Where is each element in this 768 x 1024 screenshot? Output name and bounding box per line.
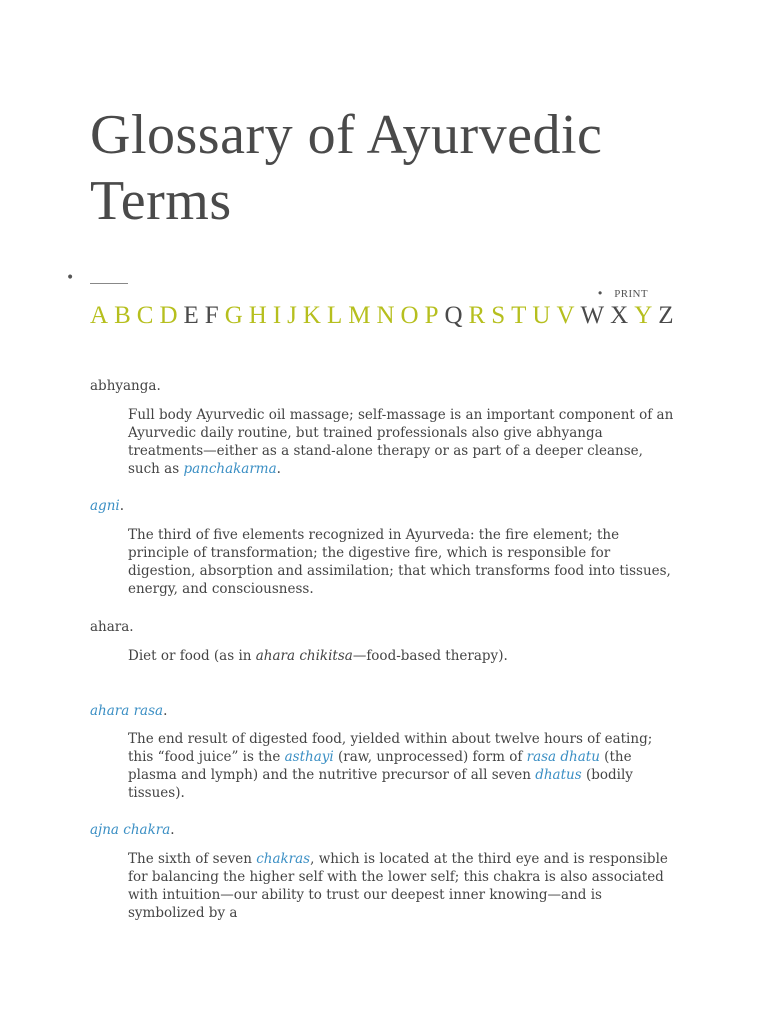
term-ahara-rasa[interactable]	[90, 703, 167, 719]
title-line-1: Glossary of Ayurvedic	[90, 104, 603, 166]
letter-s[interactable]: S	[491, 302, 506, 329]
letter-z: Z	[658, 302, 674, 329]
link-dhatus[interactable]: dhatus	[535, 767, 582, 783]
letter-e: E	[183, 302, 199, 329]
letter-m[interactable]: M	[348, 302, 371, 329]
letter-b[interactable]: B	[114, 302, 131, 329]
letter-p[interactable]: P	[424, 302, 439, 329]
term-label[interactable]: agni	[90, 498, 120, 514]
letter-f: F	[204, 302, 219, 329]
definition-text: The sixth of seven	[128, 851, 257, 867]
definition-emphasis: ahara chikitsa	[255, 648, 353, 664]
letter-a[interactable]: A	[90, 302, 109, 329]
term-label: ahara	[90, 619, 130, 635]
letter-o[interactable]: O	[400, 302, 419, 329]
definition-text: —food-based therapy).	[352, 648, 508, 664]
term-period: .	[170, 822, 175, 838]
letter-g[interactable]: G	[224, 302, 243, 329]
letter-u[interactable]: U	[532, 302, 551, 329]
link-chakras[interactable]: chakras	[256, 851, 311, 867]
term-period: .	[156, 378, 161, 394]
definition-ajna-chakra	[128, 850, 676, 922]
definition-text: Diet or food (as in	[128, 648, 256, 664]
divider	[90, 283, 128, 284]
letter-n[interactable]: N	[376, 302, 395, 329]
definition-text: The third of five elements recognized in Ayurveda: the fire element; the principle of transformation; the digestive fire, which is responsible for digestion, absorption and assimilation; that which transforms food into tissues, energy, and consciousness.	[128, 527, 671, 597]
bullet-icon: •	[598, 286, 603, 300]
letter-y[interactable]: Y	[634, 302, 653, 329]
letter-t[interactable]: T	[511, 302, 527, 329]
definition-ahara	[128, 647, 676, 665]
term-period: .	[119, 498, 124, 514]
print-link[interactable]: PRINT	[614, 288, 648, 300]
title-line-2: Terms	[90, 170, 232, 232]
term-abhyanga	[90, 378, 161, 394]
definition-text: Full body Ayurvedic oil massage; self-massage is an important component of an Ayurvedic daily routine, but trained professionals also give abhyanga treatments—either as a stand-alone therapy or as part of a deeper cleanse, such as	[128, 407, 674, 477]
letter-q: Q	[444, 302, 463, 329]
page-title	[90, 102, 602, 234]
term-label: abhyanga	[90, 378, 157, 394]
term-ahara	[90, 619, 134, 635]
letter-w: W	[580, 302, 605, 329]
letter-h[interactable]: H	[248, 302, 267, 329]
term-period: .	[129, 619, 134, 635]
alphabet-nav	[90, 302, 680, 330]
definition-text: (bodily tissues).	[128, 767, 633, 801]
link-panchakarma[interactable]: panchakarma	[183, 461, 277, 477]
definition-agni	[128, 526, 676, 598]
term-period: .	[163, 703, 168, 719]
definition-text: (the plasma and lymph) and the nutritive precursor of all seven	[128, 749, 632, 783]
definition-text: .	[276, 461, 281, 477]
link-asthayi[interactable]: asthayi	[284, 749, 334, 765]
letter-l[interactable]: L	[326, 302, 343, 329]
print-control[interactable]	[598, 286, 648, 300]
term-agni[interactable]	[90, 498, 124, 514]
letter-c[interactable]: C	[136, 302, 154, 329]
definition-text: , which is located at the third eye and is responsible for balancing the higher self with the lower self; this chakra is also associated with intuition—our ability to trust our deepest inner knowing—and is symbolized by a	[128, 851, 668, 921]
letter-x: X	[610, 302, 629, 329]
term-label[interactable]: ahara rasa	[90, 703, 164, 719]
letter-k[interactable]: K	[302, 302, 321, 329]
letter-j[interactable]: J	[287, 302, 297, 329]
link-rasa-dhatu[interactable]: rasa dhatu	[526, 749, 600, 765]
definition-text: (raw, unprocessed) form of	[333, 749, 527, 765]
bullet-icon: •	[66, 270, 75, 286]
letter-v[interactable]: V	[556, 302, 575, 329]
letter-i[interactable]: I	[272, 302, 282, 329]
letter-r[interactable]: R	[468, 302, 486, 329]
definition-text: The end result of digested food, yielded within about twelve hours of eating; this “food juice” is the	[128, 731, 653, 765]
term-label[interactable]: ajna chakra	[90, 822, 171, 838]
definition-abhyanga	[128, 406, 676, 478]
term-ajna-chakra[interactable]	[90, 822, 175, 838]
letter-d[interactable]: D	[159, 302, 178, 329]
definition-ahara-rasa	[128, 730, 676, 802]
